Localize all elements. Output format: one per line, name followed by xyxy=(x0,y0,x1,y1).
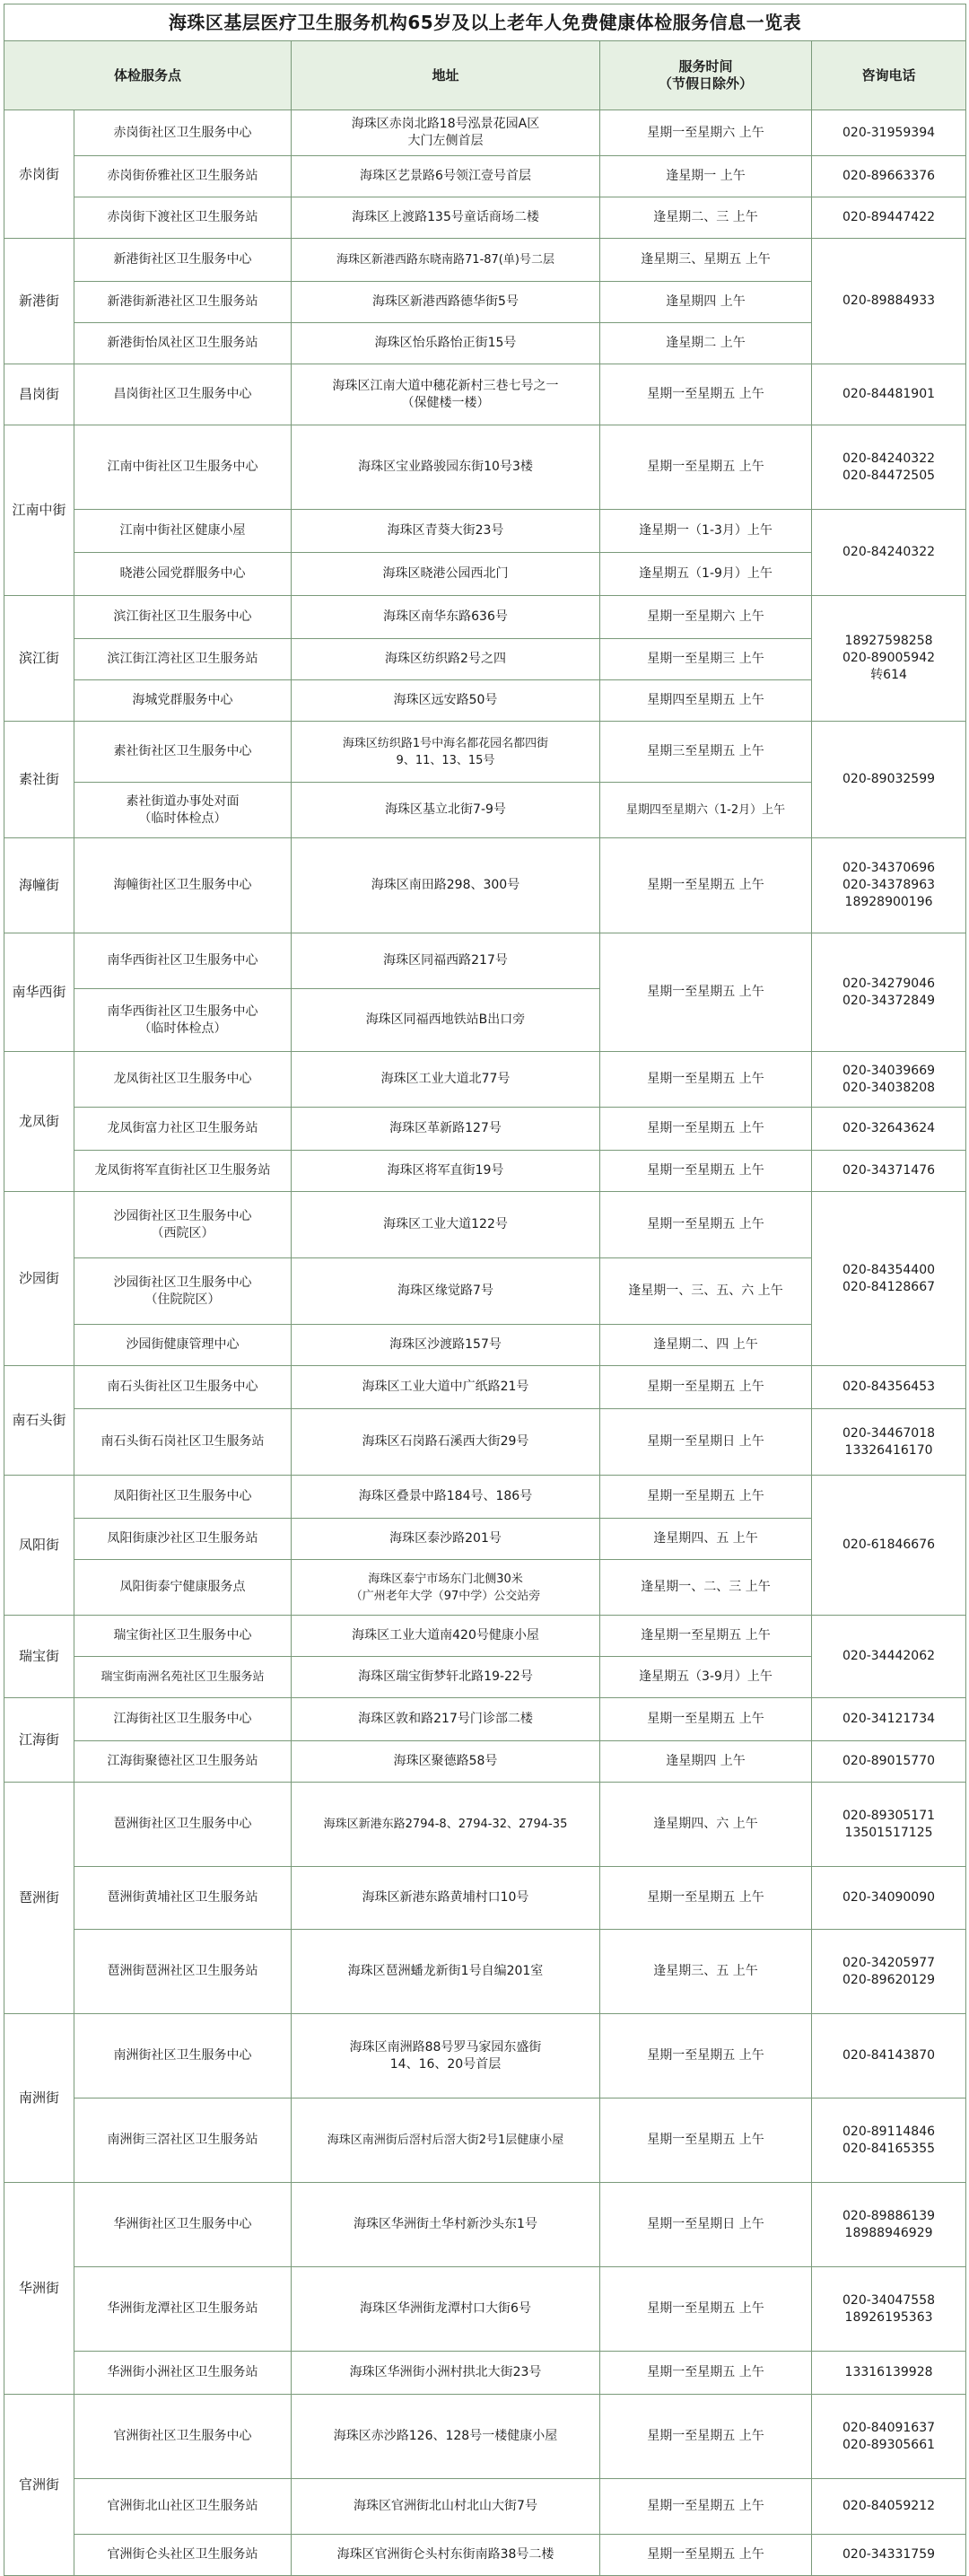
site-name: 沙园街社区卫生服务中心 （西院区） xyxy=(74,1192,292,1258)
site-name: 江南中街社区健康小屋 xyxy=(74,510,292,553)
phone: 020-84143870 xyxy=(812,2014,966,2098)
service-time: 星期一至星期五 上午 xyxy=(600,1108,812,1151)
site-name: 昌岗街社区卫生服务中心 xyxy=(74,364,292,425)
phone: 020-84059212 xyxy=(812,2479,966,2535)
address: 海珠区南华东路636号 xyxy=(292,596,600,639)
site-name: 龙凤街社区卫生服务中心 xyxy=(74,1052,292,1108)
phone: 020-61846676 xyxy=(812,1476,966,1616)
address: 海珠区工业大道北77号 xyxy=(292,1052,600,1108)
service-time: 星期一至星期日 上午 xyxy=(600,1409,812,1476)
phone: 020-84240322 xyxy=(812,510,966,596)
site-name: 凤阳街康沙社区卫生服务站 xyxy=(74,1519,292,1560)
phone: 020-89305171 13501517125 xyxy=(812,1783,966,1867)
address: 海珠区官洲街仑头村东街南路38号二楼 xyxy=(292,2535,600,2576)
phone: 020-89884933 xyxy=(812,239,966,364)
street-name: 新港街 xyxy=(4,239,74,364)
site-name: 新港街社区卫生服务中心 xyxy=(74,239,292,282)
address: 海珠区赤沙路126、128号一楼健康小屋 xyxy=(292,2395,600,2479)
site-name: 华洲街龙潭社区卫生服务站 xyxy=(74,2267,292,2352)
service-time: 星期一至星期三 上午 xyxy=(600,639,812,680)
table-title: 海珠区基层医疗卫生服务机构65岁及以上老年人免费健康体检服务信息一览表 xyxy=(4,4,966,41)
site-name: 滨江街社区卫生服务中心 xyxy=(74,596,292,639)
site-name: 华洲街社区卫生服务中心 xyxy=(74,2183,292,2267)
site-name: 赤岗街社区卫生服务中心 xyxy=(74,110,292,156)
service-time: 逢星期三、五 上午 xyxy=(600,1930,812,2014)
site-name: 沙园街健康管理中心 xyxy=(74,1325,292,1366)
service-time: 星期一至星期五 上午 xyxy=(600,1698,812,1741)
phone: 020-34047558 18926195363 xyxy=(812,2267,966,2352)
address: 海珠区南田路298、300号 xyxy=(292,838,600,933)
site-name: 琶洲街黄埔社区卫生服务站 xyxy=(74,1867,292,1930)
street-name: 官洲街 xyxy=(4,2395,74,2576)
service-time: 星期一至星期五 上午 xyxy=(600,425,812,510)
phone: 020-32643624 xyxy=(812,1108,966,1151)
site-name: 凤阳街社区卫生服务中心 xyxy=(74,1476,292,1519)
service-time: 逢星期五（3-9月）上午 xyxy=(600,1657,812,1698)
street-name: 海幢街 xyxy=(4,838,74,933)
address: 海珠区沙渡路157号 xyxy=(292,1325,600,1366)
site-name: 江海街社区卫生服务中心 xyxy=(74,1698,292,1741)
service-time: 逢星期三、星期五 上午 xyxy=(600,239,812,282)
address: 海珠区同福西地铁站B出口旁 xyxy=(292,989,600,1052)
site-name: 素社街道办事处对面 （临时体检点） xyxy=(74,783,292,838)
site-name: 新港街怡凤社区卫生服务站 xyxy=(74,323,292,364)
service-time: 星期一至星期五 上午 xyxy=(600,364,812,425)
street-name: 南洲街 xyxy=(4,2014,74,2183)
site-name: 南华西街社区卫生服务中心 （临时体检点） xyxy=(74,989,292,1052)
address: 海珠区基立北街7-9号 xyxy=(292,783,600,838)
service-time: 逢星期四、六 上午 xyxy=(600,1783,812,1867)
service-time: 逢星期一、二、三 上午 xyxy=(600,1560,812,1616)
address: 海珠区革新路127号 xyxy=(292,1108,600,1151)
street-name: 凤阳街 xyxy=(4,1476,74,1616)
address: 海珠区泰宁市场东门北侧30米 （广州老年大学（97中学）公交站旁 xyxy=(292,1560,600,1616)
address: 海珠区新港西路东晓南路71-87(单)号二层 xyxy=(292,239,600,282)
address: 海珠区华洲街土华村新沙头东1号 xyxy=(292,2183,600,2267)
header-site: 体检服务点 xyxy=(4,41,292,110)
address: 海珠区聚德路58号 xyxy=(292,1741,600,1783)
phone: 13316139928 xyxy=(812,2352,966,2395)
service-time: 逢星期一（1-3月）上午 xyxy=(600,510,812,553)
address: 海珠区纺织路2号之四 xyxy=(292,639,600,680)
address: 海珠区新港东路2794-8、2794-32、2794-35 xyxy=(292,1783,600,1867)
phone: 020-34279046 020-34372849 xyxy=(812,933,966,1052)
street-name: 江南中街 xyxy=(4,425,74,596)
address: 海珠区远安路50号 xyxy=(292,680,600,722)
site-name: 龙凤街将军直街社区卫生服务站 xyxy=(74,1151,292,1192)
site-name: 龙凤街富力社区卫生服务站 xyxy=(74,1108,292,1151)
street-name: 素社街 xyxy=(4,722,74,838)
site-name: 江南中街社区卫生服务中心 xyxy=(74,425,292,510)
phone: 020-89114846 020-84165355 xyxy=(812,2098,966,2183)
phone: 020-34039669 020-34038208 xyxy=(812,1052,966,1108)
service-time: 星期四至星期六（1-2月）上午 xyxy=(600,783,812,838)
address: 海珠区赤岗北路18号泓景花园A区 大门左侧首层 xyxy=(292,110,600,156)
address: 海珠区新港东路黄埔村口10号 xyxy=(292,1867,600,1930)
site-name: 南石头街社区卫生服务中心 xyxy=(74,1366,292,1409)
phone: 020-34090090 xyxy=(812,1867,966,1930)
address: 海珠区怡乐路怡正街15号 xyxy=(292,323,600,364)
street-name: 滨江街 xyxy=(4,596,74,722)
service-time: 星期一至星期五 上午 xyxy=(600,1867,812,1930)
service-time: 星期一至星期五 上午 xyxy=(600,1366,812,1409)
phone: 020-34371476 xyxy=(812,1151,966,1192)
address: 海珠区缘觉路7号 xyxy=(292,1258,600,1325)
address: 海珠区上渡路135号童话商场二楼 xyxy=(292,197,600,239)
street-name: 瑞宝街 xyxy=(4,1616,74,1698)
street-name: 赤岗街 xyxy=(4,110,74,239)
address: 海珠区工业大道南420号健康小屋 xyxy=(292,1616,600,1657)
site-name: 瑞宝街南洲名苑社区卫生服务站 xyxy=(74,1657,292,1698)
address: 海珠区叠景中路184号、186号 xyxy=(292,1476,600,1519)
service-time: 逢星期一、三、五、六 上午 xyxy=(600,1258,812,1325)
phone: 020-34331759 xyxy=(812,2535,966,2576)
phone: 020-31959394 xyxy=(812,110,966,156)
phone: 020-84481901 xyxy=(812,364,966,425)
site-name: 滨江街江湾社区卫生服务站 xyxy=(74,639,292,680)
service-time: 星期一至星期五 上午 xyxy=(600,2479,812,2535)
address: 海珠区同福西路217号 xyxy=(292,933,600,989)
address: 海珠区南洲路88号罗马家园东盛街 14、16、20号首层 xyxy=(292,2014,600,2098)
phone: 020-89886139 18988946929 xyxy=(812,2183,966,2267)
address: 海珠区纺织路1号中海名都花园名都四街 9、11、13、15号 xyxy=(292,722,600,783)
site-name: 海幢街社区卫生服务中心 xyxy=(74,838,292,933)
service-time: 星期一至星期六 上午 xyxy=(600,110,812,156)
street-name: 南华西街 xyxy=(4,933,74,1052)
address: 海珠区华洲街龙潭村口大街6号 xyxy=(292,2267,600,2352)
phone: 020-34205977 020-89620129 xyxy=(812,1930,966,2014)
address: 海珠区宝业路骏园东街10号3楼 xyxy=(292,425,600,510)
site-name: 琶洲街琶洲社区卫生服务站 xyxy=(74,1930,292,2014)
site-name: 赤岗街下渡社区卫生服务站 xyxy=(74,197,292,239)
service-time: 逢星期五（1-9月）上午 xyxy=(600,553,812,596)
site-name: 南洲街社区卫生服务中心 xyxy=(74,2014,292,2098)
phone: 020-84240322 020-84472505 xyxy=(812,425,966,510)
site-name: 新港街新港社区卫生服务站 xyxy=(74,282,292,323)
address: 海珠区晓港公园西北门 xyxy=(292,553,600,596)
address: 海珠区泰沙路201号 xyxy=(292,1519,600,1560)
phone: 020-34467018 13326416170 xyxy=(812,1409,966,1476)
service-info-table xyxy=(4,4,966,2576)
street-name: 华洲街 xyxy=(4,2183,74,2395)
service-time: 逢星期一 上午 xyxy=(600,156,812,197)
address: 海珠区官洲街北山村北山大街7号 xyxy=(292,2479,600,2535)
phone: 020-84356453 xyxy=(812,1366,966,1409)
street-name: 沙园街 xyxy=(4,1192,74,1366)
service-time: 逢星期一至星期五 上午 xyxy=(600,1616,812,1657)
site-name: 南华西街社区卫生服务中心 xyxy=(74,933,292,989)
service-time: 逢星期四 上午 xyxy=(600,282,812,323)
site-name: 晓港公园党群服务中心 xyxy=(74,553,292,596)
site-name: 官洲街社区卫生服务中心 xyxy=(74,2395,292,2479)
address: 海珠区瑞宝街梦轩北路19-22号 xyxy=(292,1657,600,1698)
site-name: 南洲街三滘社区卫生服务站 xyxy=(74,2098,292,2183)
site-name: 沙园街社区卫生服务中心 （住院院区） xyxy=(74,1258,292,1325)
service-time: 星期一至星期五 上午 xyxy=(600,2267,812,2352)
phone: 020-34442062 xyxy=(812,1616,966,1698)
site-name: 赤岗街侨雅社区卫生服务站 xyxy=(74,156,292,197)
service-time: 星期四至星期五 上午 xyxy=(600,680,812,722)
street-name: 昌岗街 xyxy=(4,364,74,425)
service-time: 星期一至星期五 上午 xyxy=(600,2352,812,2395)
street-name: 龙凤街 xyxy=(4,1052,74,1192)
service-time: 星期一至星期日 上午 xyxy=(600,2183,812,2267)
service-time: 逢星期四、五 上午 xyxy=(600,1519,812,1560)
address: 海珠区华洲街小洲村拱北大街23号 xyxy=(292,2352,600,2395)
service-time: 星期一至星期五 上午 xyxy=(600,2098,812,2183)
phone: 020-84091637 020-89305661 xyxy=(812,2395,966,2479)
address: 海珠区青葵大街23号 xyxy=(292,510,600,553)
service-time: 星期一至星期五 上午 xyxy=(600,1476,812,1519)
site-name: 凤阳街泰宁健康服务点 xyxy=(74,1560,292,1616)
service-time: 星期一至星期五 上午 xyxy=(600,2014,812,2098)
header-phone: 咨询电话 xyxy=(812,41,966,110)
service-time: 星期一至星期五 上午 xyxy=(600,1192,812,1258)
service-time: 星期一至星期五 上午 xyxy=(600,2535,812,2576)
header-address: 地址 xyxy=(292,41,600,110)
service-time: 星期一至星期五 上午 xyxy=(600,2395,812,2479)
phone: 020-89663376 xyxy=(812,156,966,197)
service-time: 星期一至星期五 上午 xyxy=(600,1052,812,1108)
site-name: 南石头街石岗社区卫生服务站 xyxy=(74,1409,292,1476)
service-time: 星期一至星期五 上午 xyxy=(600,838,812,933)
site-name: 素社街社区卫生服务中心 xyxy=(74,722,292,783)
phone: 020-89447422 xyxy=(812,197,966,239)
address: 海珠区工业大道中广纸路21号 xyxy=(292,1366,600,1409)
service-time: 逢星期二 上午 xyxy=(600,323,812,364)
site-name: 华洲街小洲社区卫生服务站 xyxy=(74,2352,292,2395)
site-name: 琶洲街社区卫生服务中心 xyxy=(74,1783,292,1867)
service-time: 逢星期二、三 上午 xyxy=(600,197,812,239)
address: 海珠区琶洲蟠龙新街1号自编201室 xyxy=(292,1930,600,2014)
address: 海珠区石岗路石溪西大街29号 xyxy=(292,1409,600,1476)
address: 海珠区新港西路德华街5号 xyxy=(292,282,600,323)
address: 海珠区敦和路217号门诊部二楼 xyxy=(292,1698,600,1741)
service-time: 星期一至星期五 上午 xyxy=(600,1151,812,1192)
service-time: 逢星期二、四 上午 xyxy=(600,1325,812,1366)
phone: 18927598258 020-89005942 转614 xyxy=(812,596,966,722)
phone: 020-84354400 020-84128667 xyxy=(812,1192,966,1366)
address: 海珠区艺景路6号领江壹号首层 xyxy=(292,156,600,197)
street-name: 南石头街 xyxy=(4,1366,74,1476)
address: 海珠区南洲街后滘村后滘大街2号1层健康小屋 xyxy=(292,2098,600,2183)
phone: 020-89015770 xyxy=(812,1741,966,1783)
service-time: 星期三至星期五 上午 xyxy=(600,722,812,783)
service-time: 逢星期四 上午 xyxy=(600,1741,812,1783)
address: 海珠区工业大道122号 xyxy=(292,1192,600,1258)
header-time: 服务时间 （节假日除外） xyxy=(600,41,812,110)
service-time: 星期一至星期六 上午 xyxy=(600,596,812,639)
site-name: 官洲街仑头社区卫生服务站 xyxy=(74,2535,292,2576)
site-name: 江海街聚德社区卫生服务站 xyxy=(74,1741,292,1783)
site-name: 官洲街北山社区卫生服务站 xyxy=(74,2479,292,2535)
street-name: 江海街 xyxy=(4,1698,74,1783)
address: 海珠区江南大道中穗花新村三巷七号之一 （保健楼一楼） xyxy=(292,364,600,425)
site-name: 海城党群服务中心 xyxy=(74,680,292,722)
address: 海珠区将军直街19号 xyxy=(292,1151,600,1192)
street-name: 琶洲街 xyxy=(4,1783,74,2014)
phone: 020-34121734 xyxy=(812,1698,966,1741)
service-time: 星期一至星期五 上午 xyxy=(600,933,812,1052)
site-name: 瑞宝街社区卫生服务中心 xyxy=(74,1616,292,1657)
phone: 020-89032599 xyxy=(812,722,966,838)
phone: 020-34370696 020-34378963 18928900196 xyxy=(812,838,966,933)
